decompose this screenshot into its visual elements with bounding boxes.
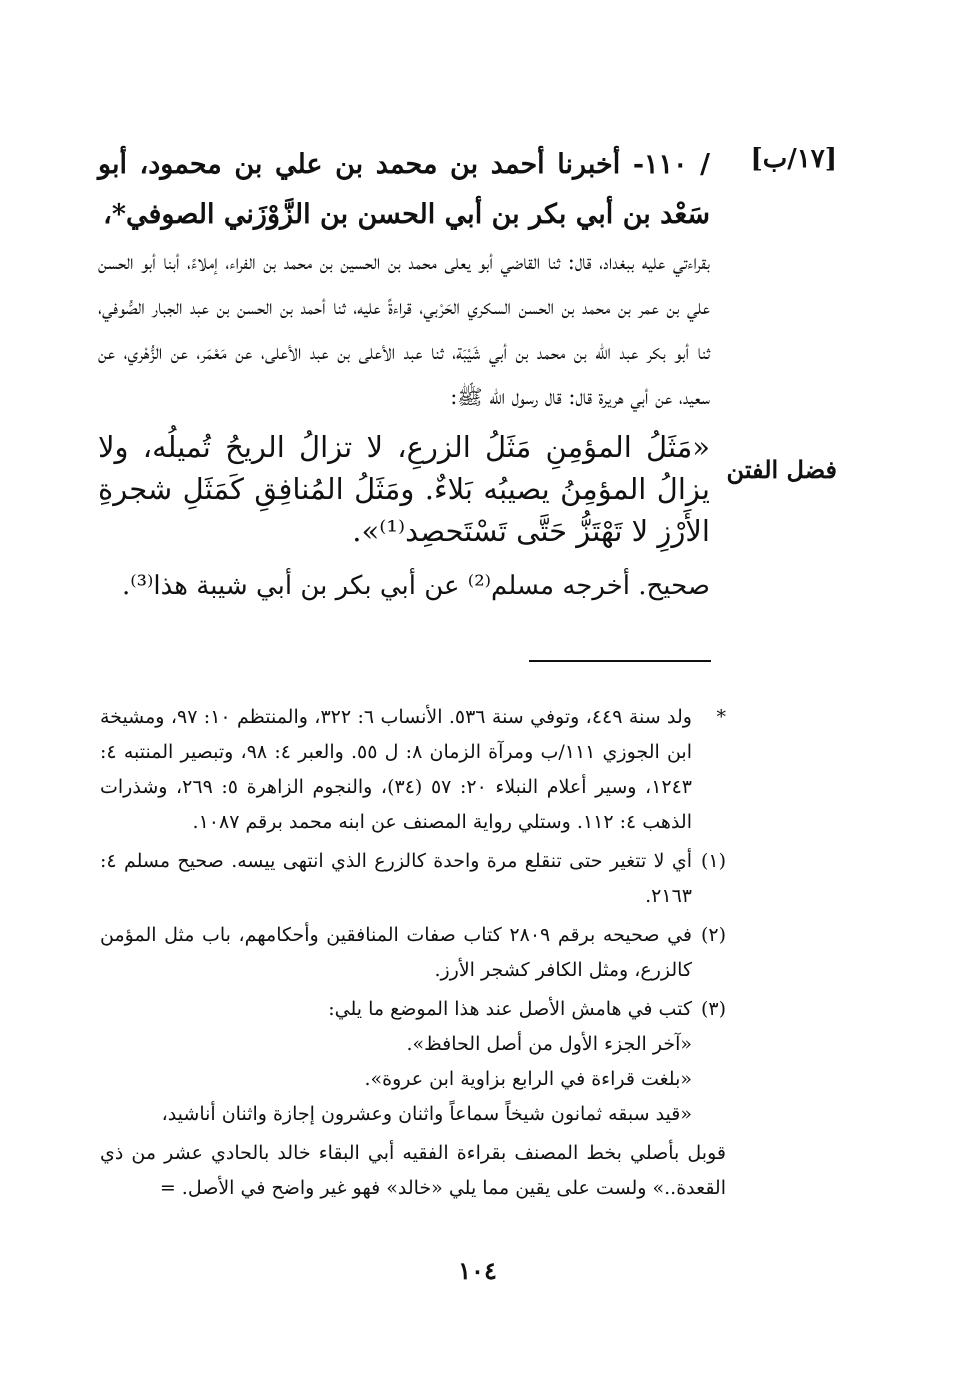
footnote-text: أي لا تتغير حتى تنقلع مرة واحدة كالزرع الذي انتهى ييسه. صحيح مسلم ٤: ٢١٦٣. bbox=[100, 850, 692, 907]
hadith-lead: / ١١٠- أخبرنا أحمد بن محمد بن علي بن محمود، أبو سَعْد بن أبي بكر بن أبي الحسن بن الزَّوْزَني الصوفي*، bbox=[98, 149, 710, 230]
hadith-isnad: بقراءتي عليه ببغداد، قال: ثنا القاضي أبو يعلى محمد بن الحسين بن محمد بن الفراء، إملاءً، أبنا أبو الحسن علي بن عمر بن محمد بن الحسن السكري الحَرْبي، قراءةً عليه، ثنا أحمد بن الحسن بن عبد الجبار الصُّوفي، ثنا أبو بكر عبد الله بن محمد بن أبي شَيْبَة، ثنا عبد الأعلى بن عبد الأعلى، عن مَعْمَر، عن الزُّهْري، عن سعيد، عن أبي هريرة قال: قال رسول الله ﷺ: bbox=[98, 250, 710, 409]
footnote-text: في صحيحه برقم ٢٨٠٩ كتاب صفات المنافقين وأحكامهم، باب مثل المؤمن كالزرع، ومثل الكافر كشجر الأرز. bbox=[100, 924, 692, 981]
footnote-2 bbox=[100, 918, 726, 988]
footnote-line: «آخر الجزء الأول من أصل الحافظ». bbox=[406, 1033, 692, 1055]
footnotes bbox=[100, 700, 726, 1206]
footnote-3 bbox=[100, 992, 726, 1132]
footnote-text: ولد سنة ٤٤٩، وتوفي سنة ٥٣٦. الأنساب ٦: ٣٢٢، والمنتظم ١٠: ٩٧، ومشيخة ابن الجوزي ١١١/ب ومرآة الزمان ٨: ل ٥٥. والعبر ٤: ٩٨، وتبصير المنتبه ٤: ١٢٤٣، وسير أعلام النبلاء ٢٠: ٥٧ (٣٤)، والنجوم الزاهرة ٥: ٢٦٩، وشذرات الذهب ٤: ١١٢. وستلي رواية المصنف عن ابنه محمد برقم ١٠٨٧. bbox=[100, 706, 693, 833]
folio-reference: [١٧/ب] bbox=[750, 144, 837, 174]
page-number: ١٠٤ bbox=[458, 1256, 497, 1285]
hadith-verdict: صحيح. أخرجه مسلم⁽²⁾ عن أبي بكر بن أبي شيبة هذا⁽³⁾. bbox=[121, 571, 710, 601]
margin-section-heading: فضل الفتن bbox=[726, 455, 837, 484]
footnote-mark: * bbox=[716, 706, 726, 728]
footnote-line: «بلغت قراءة في الرابع بزاوية ابن عروة». bbox=[364, 1068, 692, 1090]
footnote-continuation: قوبل بأصلي بخط المصنف بقراءة الفقيه أبي البقاء خالد بالحادي عشر من ذي القعدة..» ولست على يقين مما يلي «خالد» فهو غير واضح في الأصل. = bbox=[100, 1142, 726, 1199]
footnote-1 bbox=[100, 844, 726, 914]
footnote-biography bbox=[100, 700, 726, 840]
footnote-mark: (٢) bbox=[700, 924, 726, 946]
footnote-text bbox=[100, 992, 692, 1132]
footnote-separator bbox=[529, 660, 711, 662]
footnote-line: كتب في هامش الأصل عند هذا الموضع ما يلي: bbox=[328, 998, 692, 1020]
main-text-block bbox=[98, 140, 710, 612]
footnote-mark: (٣) bbox=[700, 998, 726, 1020]
footnote-line: «قيد سبقه ثمانون شيخاً سماعاً واثنان وعشرون إجازة واثنان أناشيد، bbox=[161, 1103, 692, 1125]
footnote-mark: (١) bbox=[700, 850, 726, 872]
hadith-text: «مَثَلُ المؤمِنِ مَثَلُ الزرعِ، لا تزالُ الريحُ تُميلُه، ولا يزالُ المؤمِنُ يصيبُه بَلاءٌ. ومَثَلُ المُنافِقِ كَمَثَلِ شجرةِ الأَرْزِ لا تَهْتَزُّ حَتَّى تَسْتَحصِد⁽¹⁾». bbox=[98, 430, 710, 548]
